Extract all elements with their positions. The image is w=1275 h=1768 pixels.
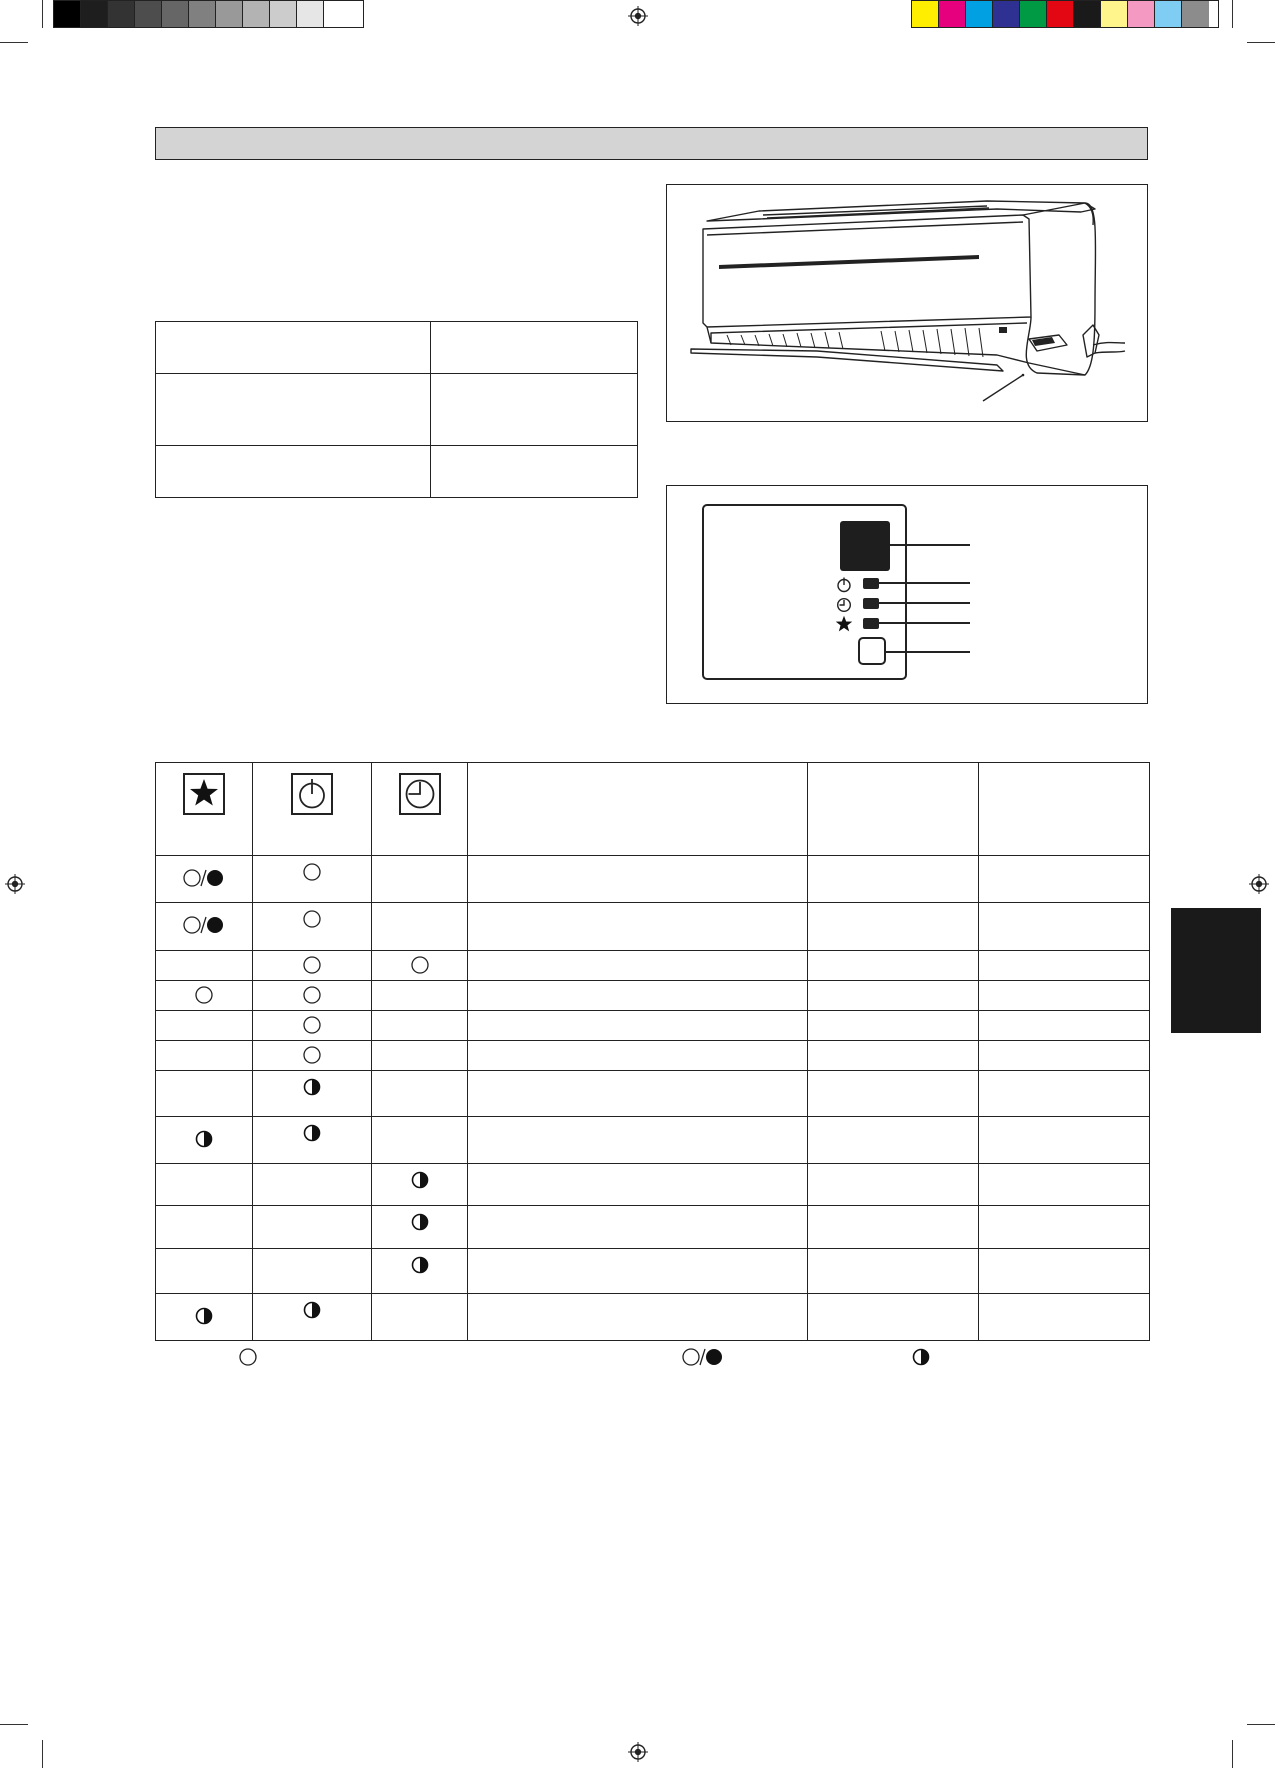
table-cell xyxy=(468,1011,808,1041)
indicator-symbol xyxy=(302,985,322,1010)
table-row xyxy=(156,322,638,374)
table-cell xyxy=(156,1294,253,1341)
clock-icon xyxy=(836,597,852,613)
table-cell xyxy=(808,856,979,903)
table-cell xyxy=(979,1164,1150,1206)
table-cell xyxy=(808,1011,979,1041)
table-cell xyxy=(253,1117,372,1164)
circle-outline-icon xyxy=(302,955,322,975)
table-cell xyxy=(979,1206,1150,1249)
color-swatch xyxy=(297,1,324,27)
color-swatch xyxy=(966,1,993,27)
table-cell xyxy=(156,1164,253,1206)
table-row xyxy=(156,1164,1150,1206)
table-cell xyxy=(808,951,979,981)
table-cell xyxy=(808,903,979,951)
color-swatch xyxy=(108,1,135,27)
table-cell xyxy=(253,856,372,903)
color-swatch xyxy=(912,1,939,27)
table-row xyxy=(156,1117,1150,1164)
table-cell xyxy=(156,322,431,374)
spec-table xyxy=(155,321,638,498)
table-cell xyxy=(468,763,808,856)
table-cell xyxy=(156,446,431,498)
indicator-symbol xyxy=(410,1255,430,1280)
table-cell xyxy=(468,903,808,951)
indicator-symbol xyxy=(183,868,225,893)
legend-symbol xyxy=(911,1347,931,1372)
color-swatch xyxy=(993,1,1020,27)
table-row xyxy=(156,981,1150,1011)
table-cell xyxy=(468,951,808,981)
table-cell xyxy=(979,1041,1150,1071)
half-filled-circle-icon xyxy=(194,1129,214,1149)
table-cell xyxy=(253,1206,372,1249)
crop-mark xyxy=(1232,0,1233,28)
gray-color-bar xyxy=(53,0,364,28)
table-cell xyxy=(156,856,253,903)
power-icon xyxy=(836,577,852,593)
table-row xyxy=(156,1071,1150,1117)
table-cell xyxy=(808,1164,979,1206)
crop-mark xyxy=(1247,42,1275,43)
indoor-unit-illustration xyxy=(667,185,1149,423)
table-cell xyxy=(431,446,638,498)
color-swatch xyxy=(1101,1,1128,27)
table-cell xyxy=(431,322,638,374)
table-cell xyxy=(156,763,253,856)
table-cell xyxy=(156,1206,253,1249)
table-cell xyxy=(156,1117,253,1164)
table-cell xyxy=(372,856,468,903)
table-cell xyxy=(979,903,1150,951)
table-cell xyxy=(979,1117,1150,1164)
table-cell xyxy=(979,981,1150,1011)
table-cell xyxy=(808,763,979,856)
color-swatch xyxy=(1047,1,1074,27)
half-filled-circle-icon xyxy=(302,1077,322,1097)
clock-icon xyxy=(399,773,441,815)
indicator-symbol xyxy=(183,915,225,940)
crop-mark xyxy=(42,1740,43,1768)
color-swatch xyxy=(162,1,189,27)
table-cell xyxy=(468,1249,808,1294)
indicator-symbol xyxy=(194,985,214,1010)
table-cell xyxy=(372,1041,468,1071)
legend-symbol xyxy=(238,1347,258,1372)
table-cell xyxy=(156,981,253,1011)
circle-outline-icon xyxy=(302,862,322,882)
circle-outline-slash-filled-circle-icon xyxy=(682,1347,724,1367)
table-cell xyxy=(156,903,253,951)
indicator-symbol xyxy=(302,1300,322,1325)
registration-crosshair-icon xyxy=(628,1742,648,1762)
table-cell xyxy=(372,981,468,1011)
half-filled-circle-icon xyxy=(194,1306,214,1326)
table-cell xyxy=(808,1041,979,1071)
color-swatch xyxy=(1155,1,1182,27)
registration-crosshair-icon xyxy=(5,874,25,894)
table-row xyxy=(156,1041,1150,1071)
color-swatch xyxy=(243,1,270,27)
language-side-tab xyxy=(1171,908,1261,1033)
table-cell xyxy=(468,981,808,1011)
table-cell xyxy=(156,1249,253,1294)
table-cell xyxy=(372,1164,468,1206)
table-cell xyxy=(253,1249,372,1294)
table-row xyxy=(156,951,1150,981)
table-cell xyxy=(156,1041,253,1071)
table-cell xyxy=(372,1206,468,1249)
circle-outline-icon xyxy=(302,1045,322,1065)
color-swatch xyxy=(1182,1,1209,27)
indicator-symbol xyxy=(410,1212,430,1237)
table-cell xyxy=(372,1294,468,1341)
indicator-symbol xyxy=(302,1077,322,1102)
indoor-unit-figure xyxy=(666,184,1148,422)
color-swatch xyxy=(216,1,243,27)
half-filled-circle-icon xyxy=(410,1170,430,1190)
indicator-symbol xyxy=(399,773,441,820)
power-icon xyxy=(291,773,333,815)
registration-crosshair-icon xyxy=(1249,874,1269,894)
table-cell xyxy=(372,1249,468,1294)
circle-outline-icon xyxy=(410,955,430,975)
table-cell xyxy=(372,1011,468,1041)
table-row xyxy=(156,374,638,446)
circle-outline-icon xyxy=(238,1347,258,1367)
table-cell xyxy=(979,951,1150,981)
indicator-symbol xyxy=(410,955,430,980)
table-cell xyxy=(808,1117,979,1164)
crop-mark xyxy=(1247,1724,1275,1725)
circle-outline-icon xyxy=(302,1015,322,1035)
table-cell xyxy=(372,763,468,856)
table-cell xyxy=(979,1011,1150,1041)
indicator-symbol xyxy=(302,862,322,887)
color-swatch xyxy=(324,1,351,27)
table-row xyxy=(156,1294,1150,1341)
indicator-symbol xyxy=(291,773,333,820)
table-cell xyxy=(979,1249,1150,1294)
half-filled-circle-icon xyxy=(410,1212,430,1232)
indicator-symbol xyxy=(410,1170,430,1195)
section-header-bar xyxy=(155,127,1148,160)
table-cell xyxy=(468,1117,808,1164)
table-cell xyxy=(253,1071,372,1117)
crop-mark xyxy=(0,1724,28,1725)
crop-mark xyxy=(1232,1740,1233,1768)
circle-outline-slash-filled-circle-icon xyxy=(183,915,225,935)
color-swatch xyxy=(189,1,216,27)
table-cell xyxy=(808,981,979,1011)
indicator-symbol xyxy=(302,1045,322,1070)
table-cell xyxy=(468,1071,808,1117)
star-icon xyxy=(835,615,853,633)
half-filled-circle-icon xyxy=(410,1255,430,1275)
table-cell xyxy=(253,1011,372,1041)
color-swatch xyxy=(135,1,162,27)
indicator-symbol xyxy=(194,1129,214,1154)
circle-outline-slash-filled-circle-icon xyxy=(183,868,225,888)
table-row xyxy=(156,446,638,498)
color-swatch xyxy=(81,1,108,27)
table-cell xyxy=(468,1294,808,1341)
table-cell xyxy=(253,903,372,951)
indicator-symbol xyxy=(302,1015,322,1040)
table-cell xyxy=(253,981,372,1011)
circle-outline-icon xyxy=(302,985,322,1005)
table-cell xyxy=(808,1071,979,1117)
table-row xyxy=(156,1206,1150,1249)
indicator-symbol xyxy=(302,955,322,980)
indicator-symbol xyxy=(194,1306,214,1331)
crop-mark xyxy=(42,0,43,28)
process-color-bar xyxy=(911,0,1219,28)
table-cell xyxy=(156,1071,253,1117)
crop-mark xyxy=(0,42,28,43)
star-icon xyxy=(183,773,225,815)
display-panel-illustration xyxy=(667,486,1149,705)
table-cell xyxy=(253,1294,372,1341)
table-cell xyxy=(979,1294,1150,1341)
color-swatch xyxy=(1128,1,1155,27)
table-row xyxy=(156,903,1150,951)
table-cell xyxy=(808,1294,979,1341)
table-header-row xyxy=(156,763,1150,856)
display-panel-figure xyxy=(666,485,1148,704)
half-filled-circle-icon xyxy=(911,1347,931,1367)
color-swatch xyxy=(1020,1,1047,27)
color-swatch xyxy=(1074,1,1101,27)
table-cell xyxy=(253,951,372,981)
table-cell xyxy=(808,1206,979,1249)
circle-outline-icon xyxy=(302,909,322,929)
table-row xyxy=(156,1011,1150,1041)
table-cell xyxy=(253,1041,372,1071)
table-cell xyxy=(156,951,253,981)
table-cell xyxy=(372,1071,468,1117)
table-cell xyxy=(468,1164,808,1206)
table-cell xyxy=(372,1117,468,1164)
indicator-symbol xyxy=(302,1123,322,1148)
table-cell xyxy=(468,1206,808,1249)
table-cell xyxy=(253,763,372,856)
table-cell xyxy=(156,1011,253,1041)
table-cell xyxy=(156,374,431,446)
table-cell xyxy=(468,1041,808,1071)
table-cell xyxy=(431,374,638,446)
color-swatch xyxy=(939,1,966,27)
table-cell xyxy=(372,903,468,951)
registration-crosshair-icon xyxy=(628,6,648,26)
table-cell xyxy=(808,1249,979,1294)
table-cell xyxy=(253,1164,372,1206)
color-swatch xyxy=(54,1,81,27)
indicator-status-table xyxy=(155,762,1150,1341)
table-cell xyxy=(979,763,1150,856)
table-cell xyxy=(979,856,1150,903)
half-filled-circle-icon xyxy=(302,1300,322,1320)
table-row xyxy=(156,1249,1150,1294)
half-filled-circle-icon xyxy=(302,1123,322,1143)
table-cell xyxy=(979,1071,1150,1117)
legend-symbol xyxy=(682,1347,724,1372)
table-cell xyxy=(372,951,468,981)
color-swatch xyxy=(270,1,297,27)
table-cell xyxy=(468,856,808,903)
indicator-symbol xyxy=(302,909,322,934)
circle-outline-icon xyxy=(194,985,214,1005)
indicator-symbol xyxy=(183,773,225,820)
table-row xyxy=(156,856,1150,903)
